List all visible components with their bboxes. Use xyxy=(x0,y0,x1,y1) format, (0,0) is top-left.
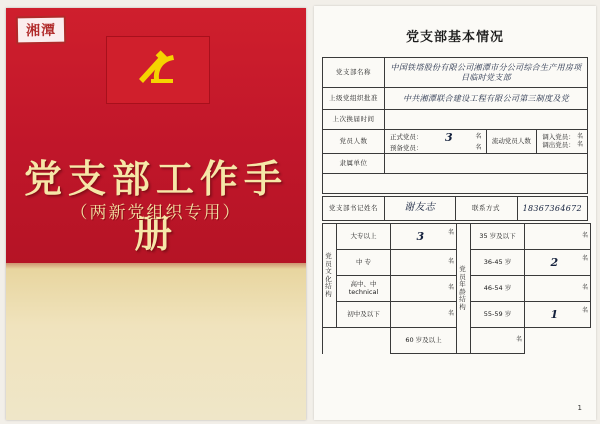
secretary-table xyxy=(322,196,588,221)
cover-gold-field xyxy=(6,263,306,420)
age-count-0-cell[interactable] xyxy=(525,224,591,250)
edu-level-1: 中 专 xyxy=(337,250,391,276)
age-unit-4: 名 xyxy=(515,336,522,344)
age-unit-1: 名 xyxy=(581,254,588,262)
age-range-1: 36-45 岁 xyxy=(471,250,525,276)
unit-join-in: 名 xyxy=(576,133,583,141)
basic-info-table xyxy=(322,57,588,194)
edu-unit-1: 名 xyxy=(447,258,454,266)
table-spacer xyxy=(323,174,588,194)
edu-unit-2: 名 xyxy=(447,284,454,292)
table-row-approval xyxy=(323,88,588,110)
structure-row-1 xyxy=(323,224,591,250)
party-flag-icon xyxy=(106,36,210,104)
age-range-2: 46-54 岁 xyxy=(471,276,525,302)
label-education-structure-text: 党员文化结构 xyxy=(325,252,334,298)
age-count-4-cell[interactable] xyxy=(471,328,525,354)
value-contact: 18367364672 xyxy=(522,203,582,213)
value-org-name[interactable]: 中国铁塔股份有限公司湘潭市分公司综合生产用房项目临时党支部 xyxy=(390,62,582,82)
probation-member-cell xyxy=(388,145,484,152)
cover-title: 党支部工作手册 xyxy=(23,157,288,256)
value-formal[interactable]: 3 xyxy=(445,131,453,144)
age-range-3: 55-59 岁 xyxy=(471,302,525,328)
label-mobile-members: 流动党员人数 xyxy=(486,130,537,154)
region-stamp-text: 湘潭 xyxy=(25,22,57,40)
age-count-1-cell[interactable] xyxy=(525,250,591,276)
age-unit-0: 名 xyxy=(581,232,588,240)
edu-level-0: 大专以上 xyxy=(337,224,391,250)
age-count-2-cell[interactable] xyxy=(525,276,591,302)
label-formal: 正式党员： xyxy=(390,133,423,142)
join-out-cell xyxy=(540,142,585,149)
table-row-member-count xyxy=(323,130,588,154)
label-approval: 上级党组织批准 xyxy=(323,88,385,110)
age-range-4: 60 岁及以上 xyxy=(391,328,457,354)
edu-filler-2 xyxy=(337,328,391,354)
age-unit-3: 名 xyxy=(581,306,588,314)
age-count-1: 2 xyxy=(550,255,559,269)
edu-unit-0: 名 xyxy=(447,228,454,236)
unit-probation: 名 xyxy=(475,144,482,152)
table-row-org-name xyxy=(323,58,588,88)
form-sheet xyxy=(314,6,596,420)
edu-level-2: 高中、中technical xyxy=(337,276,391,302)
label-affiliation: 隶属单位 xyxy=(323,154,385,174)
edu-count-0: 3 xyxy=(416,229,425,243)
edu-count-1-cell[interactable] xyxy=(391,250,457,276)
value-approval[interactable]: 中共湘潭联合建设工程有限公司第三制度及党 xyxy=(403,93,569,103)
edu-count-0-cell[interactable] xyxy=(391,224,457,250)
edu-level-3: 初中及以下 xyxy=(337,302,391,328)
table-row-last-election xyxy=(323,110,588,130)
label-org-name: 党支部名称 xyxy=(323,58,385,88)
label-join-out: 调出党员： xyxy=(542,140,575,149)
formal-member-cell xyxy=(388,131,484,145)
label-contact: 联系方式 xyxy=(455,197,517,221)
edu-count-2-cell[interactable] xyxy=(391,276,457,302)
label-join-in: 调入党员： xyxy=(542,133,575,142)
value-contact-cell[interactable] xyxy=(517,197,588,221)
label-member-count: 党员人数 xyxy=(323,130,385,154)
age-count-3-cell[interactable] xyxy=(525,302,591,328)
table-row-secretary xyxy=(323,197,588,221)
cover-subtitle: （两新党组织专用） xyxy=(70,203,242,223)
age-count-3: 1 xyxy=(550,307,559,321)
label-last-election: 上次换届时间 xyxy=(323,110,385,130)
value-secretary-cell[interactable] xyxy=(385,197,456,221)
region-stamp xyxy=(16,16,66,45)
handbook-cover xyxy=(6,8,306,420)
edu-unit-3: 名 xyxy=(447,310,454,318)
edu-count-3-cell[interactable] xyxy=(391,302,457,328)
age-unit-2: 名 xyxy=(581,284,588,292)
label-age-structure-text: 党员年龄结构 xyxy=(459,265,468,311)
age-range-0: 35 岁及以下 xyxy=(471,224,525,250)
label-secretary: 党支部书记姓名 xyxy=(323,197,385,221)
label-education-structure xyxy=(323,224,337,328)
page-number: 1 xyxy=(577,404,582,412)
unit-join-out: 名 xyxy=(576,140,583,148)
structure-table xyxy=(322,223,591,354)
table-row-affiliation xyxy=(323,154,588,174)
label-age-structure xyxy=(457,224,471,354)
page-title: 党支部基本情况 xyxy=(405,30,504,45)
edu-filler xyxy=(323,328,337,354)
label-probation: 预备党员： xyxy=(390,143,423,152)
unit-formal: 名 xyxy=(475,133,482,141)
hammer-sickle-icon xyxy=(129,49,187,91)
value-secretary: 谢友志 xyxy=(404,202,436,214)
